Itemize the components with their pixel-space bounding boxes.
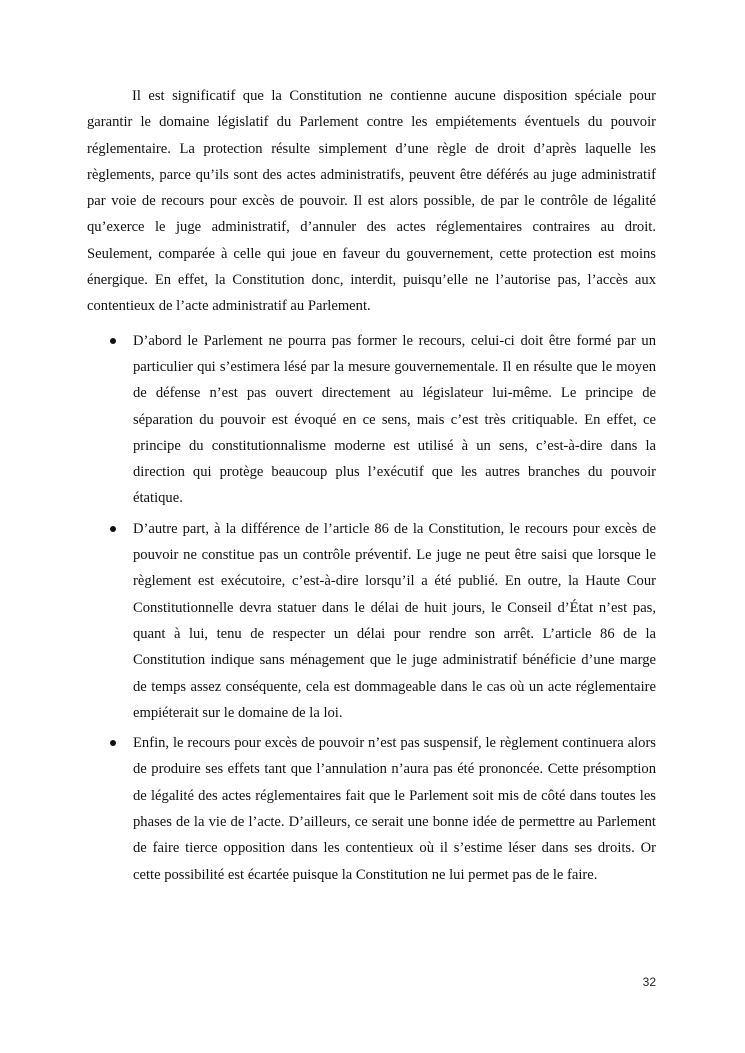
- list-item-text: D’autre part, à la différence de l’article 86 de la Constitution, le recours pour excès de pouvoir ne constitue pas un contrôle préventif. Le juge ne peut être saisi que lorsque le règlement est exécutoire, c’est-à-dire lorsqu’il a été publié. En outre, la Haute Cour Constitutionnelle devra statuer dans le délai de huit jours, le Conseil d’État n’est pas, quant à lui, tenu de respecter un délai pour rendre son arrêt. L’article 86 de la Constitution indique sans ménagement que le juge administratif bénéficie d’une marge de temps assez conséquente, cela est dommageable dans le cas où un acte réglementaire empiéterait sur le domaine de la loi.: [133, 520, 656, 721]
- intro-paragraph: Il est significatif que la Constitution ne contienne aucune disposition spéciale pour garantir le domaine législatif du Parlement contre les empiétements éventuels du pouvoir réglementaire. La protection résulte simplement d’une règle de droit d’après laquelle les règlements, parce qu’ils sont des actes administratifs, peuvent être déférés au juge administratif par voie de recours pour excès de pouvoir. Il est alors possible, de par le contrôle de légalité qu’exerce le juge administratif, d’annuler des actes réglementaires contraires au droit. Seulement, comparée à celle qui joue en faveur du gouvernement, cette protection est moins énergique. En effet, la Constitution donc, interdit, puisqu’elle ne l’autorise pas, l’accès aux contentieux de l’acte administratif au Parlement.: [87, 88, 656, 315]
- page-number: 32: [642, 975, 656, 989]
- list-item: [87, 516, 656, 726]
- bullet-icon: [110, 526, 116, 532]
- list-item: [87, 328, 656, 512]
- bullet-list: [87, 328, 656, 888]
- document-page: [87, 83, 656, 892]
- list-item: [87, 730, 656, 888]
- list-item-text: D’abord le Parlement ne pourra pas former le recours, celui-ci doit être formé par un particulier qui s’estimera lésé par la mesure gouvernementale. Il en résulte que le moyen de défense n’est pas ouvert directement au législateur lui-même. Le principe de séparation du pouvoir est évoqué en ce sens, mais c’est très critiquable. En effet, ce principe du constitutionnalisme moderne est utilisé à un sens, c’est-à-dire dans la direction qui protège beaucoup plus l’exécutif que les autres branches du pouvoir étatique.: [133, 332, 656, 507]
- bullet-icon: [110, 740, 116, 746]
- list-item-text: Enfin, le recours pour excès de pouvoir n’est pas suspensif, le règlement continuera alors de produire ses effets tant que l’annulation n’aura pas été prononcée. Cette présomption de légalité des actes réglementaires fait que le Parlement soit mis de côté dans toutes les phases de la vie de l’acte. D’ailleurs, ce serait une bonne idée de permettre au Parlement de faire tierce opposition dans les contentieux où il s’estime léser dans ses droits. Or cette possibilité est écartée puisque la Constitution ne lui permet pas de le faire.: [133, 735, 656, 883]
- bullet-icon: [110, 338, 116, 344]
